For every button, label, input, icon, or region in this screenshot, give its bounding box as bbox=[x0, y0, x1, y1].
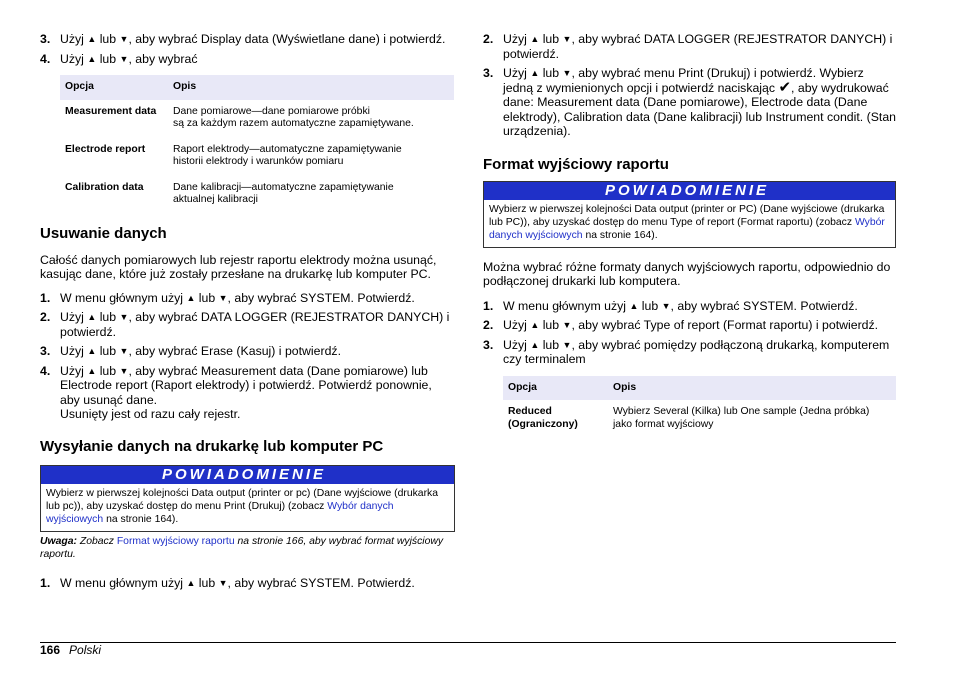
up-arrow-icon: ▲ bbox=[629, 300, 639, 311]
language-label: Polski bbox=[69, 643, 102, 657]
down-arrow-icon: ▼ bbox=[119, 53, 129, 64]
format-step-3: 3. Użyj ▲ lub ▼, aby wybrać pomiędzy podłączoną drukarką, komputerem czy terminalem bbox=[483, 337, 890, 366]
heading-report-format: Format wyjściowy raportu bbox=[483, 155, 669, 173]
note: Uwaga: Zobacz Format wyjściowy raportu na stronie 166, aby wybrać format wyjściowy raportu. bbox=[40, 535, 444, 560]
up-arrow-icon: ▲ bbox=[530, 320, 540, 330]
notice-title: POWIADOMIENIE bbox=[484, 182, 895, 200]
up-arrow-icon: ▲ bbox=[530, 339, 540, 350]
heading-send-data: Wysyłanie danych na drukarkę lub komputer PC bbox=[40, 437, 384, 455]
left-column bbox=[40, 32, 455, 595]
format-step-2: 2. Użyj ▲ lub ▼, aby wybrać Type of report (Format raportu) i potwierdź. bbox=[483, 318, 879, 332]
up-arrow-icon: ▲ bbox=[87, 346, 97, 356]
notice-box: POWIADOMIENIE Wybierz w pierwszej kolejności Data output (printer or PC) (Dane wyjściowe (drukarka lub PC)), aby uzyskać dostęp do menu Type of report (Format raportu) (zobacz Wybór danych wyjściowych na stronie 164). bbox=[483, 181, 896, 248]
paragraph-delete-data: Całość danych pomiarowych lub rejestr raportu elektrody można usunąć, kasując dane, które już zostały przesłane na drukarkę lub komputer PC. bbox=[40, 252, 437, 281]
link-data-output-selection[interactable]: Wybór danych wyjściowych bbox=[46, 500, 394, 525]
checkmark-icon: ✔ bbox=[778, 78, 792, 96]
delete-step-4: 4. Użyj ▲ lub ▼, aby wybrać Measurement data (Dane pomiarowe) lub Electrode report (Raport elektrody) i potwierdź. Potwierdź ponownie, aby usunąć dane. Usunięty jest od razu cały rejestr. bbox=[40, 363, 432, 421]
table-header-option: Opcja bbox=[503, 376, 608, 401]
page-footer bbox=[40, 643, 101, 657]
heading-delete-data: Usuwanie danych bbox=[40, 224, 167, 242]
step-3-display-data: 3. Użyj ▲ lub ▼, aby wybrać Display data (Wyświetlane dane) i potwierdź. bbox=[40, 32, 446, 46]
format-options-table bbox=[503, 376, 896, 437]
right-column bbox=[483, 32, 896, 436]
delete-step-3: 3. Użyj ▲ lub ▼, aby wybrać Erase (Kasuj) i potwierdź. bbox=[40, 344, 341, 358]
down-arrow-icon: ▼ bbox=[562, 34, 572, 44]
down-arrow-icon: ▼ bbox=[562, 320, 572, 330]
print-step-2: 2. Użyj ▲ lub ▼, aby wybrać DATA LOGGER (REJESTRATOR DANYCH) i potwierdź. bbox=[483, 32, 893, 61]
up-arrow-icon: ▲ bbox=[87, 53, 97, 64]
up-arrow-icon: ▲ bbox=[530, 68, 540, 78]
print-step-3: 3. Użyj ▲ lub ▼, aby wybrać menu Print (Drukuj) i potwierdź. Wybierz jedną z wymienionych opcji i potwierdź naciskając ✔, aby wydrukować dane: Measurement data (Dane pomiarowe), Electrode data (Dane elektrody), Calibration data (Dane kalibracji) lub Instrument condit. (Stan urządzenia). bbox=[483, 66, 897, 138]
down-arrow-icon: ▼ bbox=[119, 34, 129, 44]
notice-box: POWIADOMIENIE Wybierz w pierwszej kolejności Data output (printer or pc) (Dane wyjściowe (drukarka lub pc)), aby uzyskać dostęp do menu Print (Drukuj) (zobacz Wybór danych wyjściowych na stronie 164). bbox=[40, 465, 455, 532]
table-header-option: Opcja bbox=[60, 75, 168, 100]
table-row: Measurement data Dane pomiarowe—dane pomiarowe próbki są za każdym razem automatyczne zapamiętywane. bbox=[65, 105, 414, 129]
link-data-output-selection[interactable]: Wybór danych wyjściowych bbox=[489, 216, 885, 241]
up-arrow-icon: ▲ bbox=[186, 292, 196, 303]
down-arrow-icon: ▼ bbox=[562, 68, 572, 78]
paragraph-report-format: Można wybrać różne formaty danych wyjściowych raportu, odpowiednio do podłączonej drukarki lub komputera. bbox=[483, 259, 891, 288]
down-arrow-icon: ▼ bbox=[119, 346, 129, 356]
options-table bbox=[60, 75, 454, 212]
table-header-description: Opis bbox=[168, 75, 454, 100]
up-arrow-icon: ▲ bbox=[87, 365, 97, 376]
up-arrow-icon: ▲ bbox=[87, 34, 97, 44]
delete-step-2: 2. Użyj ▲ lub ▼, aby wybrać DATA LOGGER (REJESTRATOR DANYCH) i potwierdź. bbox=[40, 310, 450, 339]
link-report-output-format[interactable]: Format wyjściowy raportu bbox=[116, 535, 235, 547]
down-arrow-icon: ▼ bbox=[218, 577, 228, 588]
notice-title: POWIADOMIENIE bbox=[41, 466, 454, 484]
page-number: 166 bbox=[40, 643, 61, 657]
send-step-1: 1. W menu głównym użyj ▲ lub ▼, aby wybrać SYSTEM. Potwierdź. bbox=[40, 575, 415, 590]
format-step-1: 1. W menu głównym użyj ▲ lub ▼, aby wybrać SYSTEM. Potwierdź. bbox=[483, 298, 858, 313]
table-row: Reduced (Ograniczony) Wybierz Several (Kilka) lub One sample (Jedna próbka) jako format wyjściowy bbox=[508, 406, 870, 430]
step-4-select: 4. Użyj ▲ lub ▼, aby wybrać bbox=[40, 51, 198, 66]
down-arrow-icon: ▼ bbox=[218, 292, 228, 303]
up-arrow-icon: ▲ bbox=[186, 577, 196, 588]
up-arrow-icon: ▲ bbox=[87, 312, 97, 322]
table-row: Calibration data Dane kalibracji—automatyczne zapamiętywanie aktualnej kalibracji bbox=[65, 181, 394, 205]
table-row: Electrode report Raport elektrody—automatyczne zapamiętywanie historii elektrody i warunków pomiaru bbox=[65, 143, 402, 167]
table-header-description: Opis bbox=[608, 376, 896, 401]
footer-divider bbox=[40, 642, 896, 643]
down-arrow-icon: ▼ bbox=[119, 365, 129, 376]
up-arrow-icon: ▲ bbox=[530, 34, 540, 44]
delete-step-1: 1. W menu głównym użyj ▲ lub ▼, aby wybrać SYSTEM. Potwierdź. bbox=[40, 290, 415, 305]
down-arrow-icon: ▼ bbox=[661, 300, 671, 311]
down-arrow-icon: ▼ bbox=[562, 339, 572, 350]
down-arrow-icon: ▼ bbox=[119, 312, 129, 322]
